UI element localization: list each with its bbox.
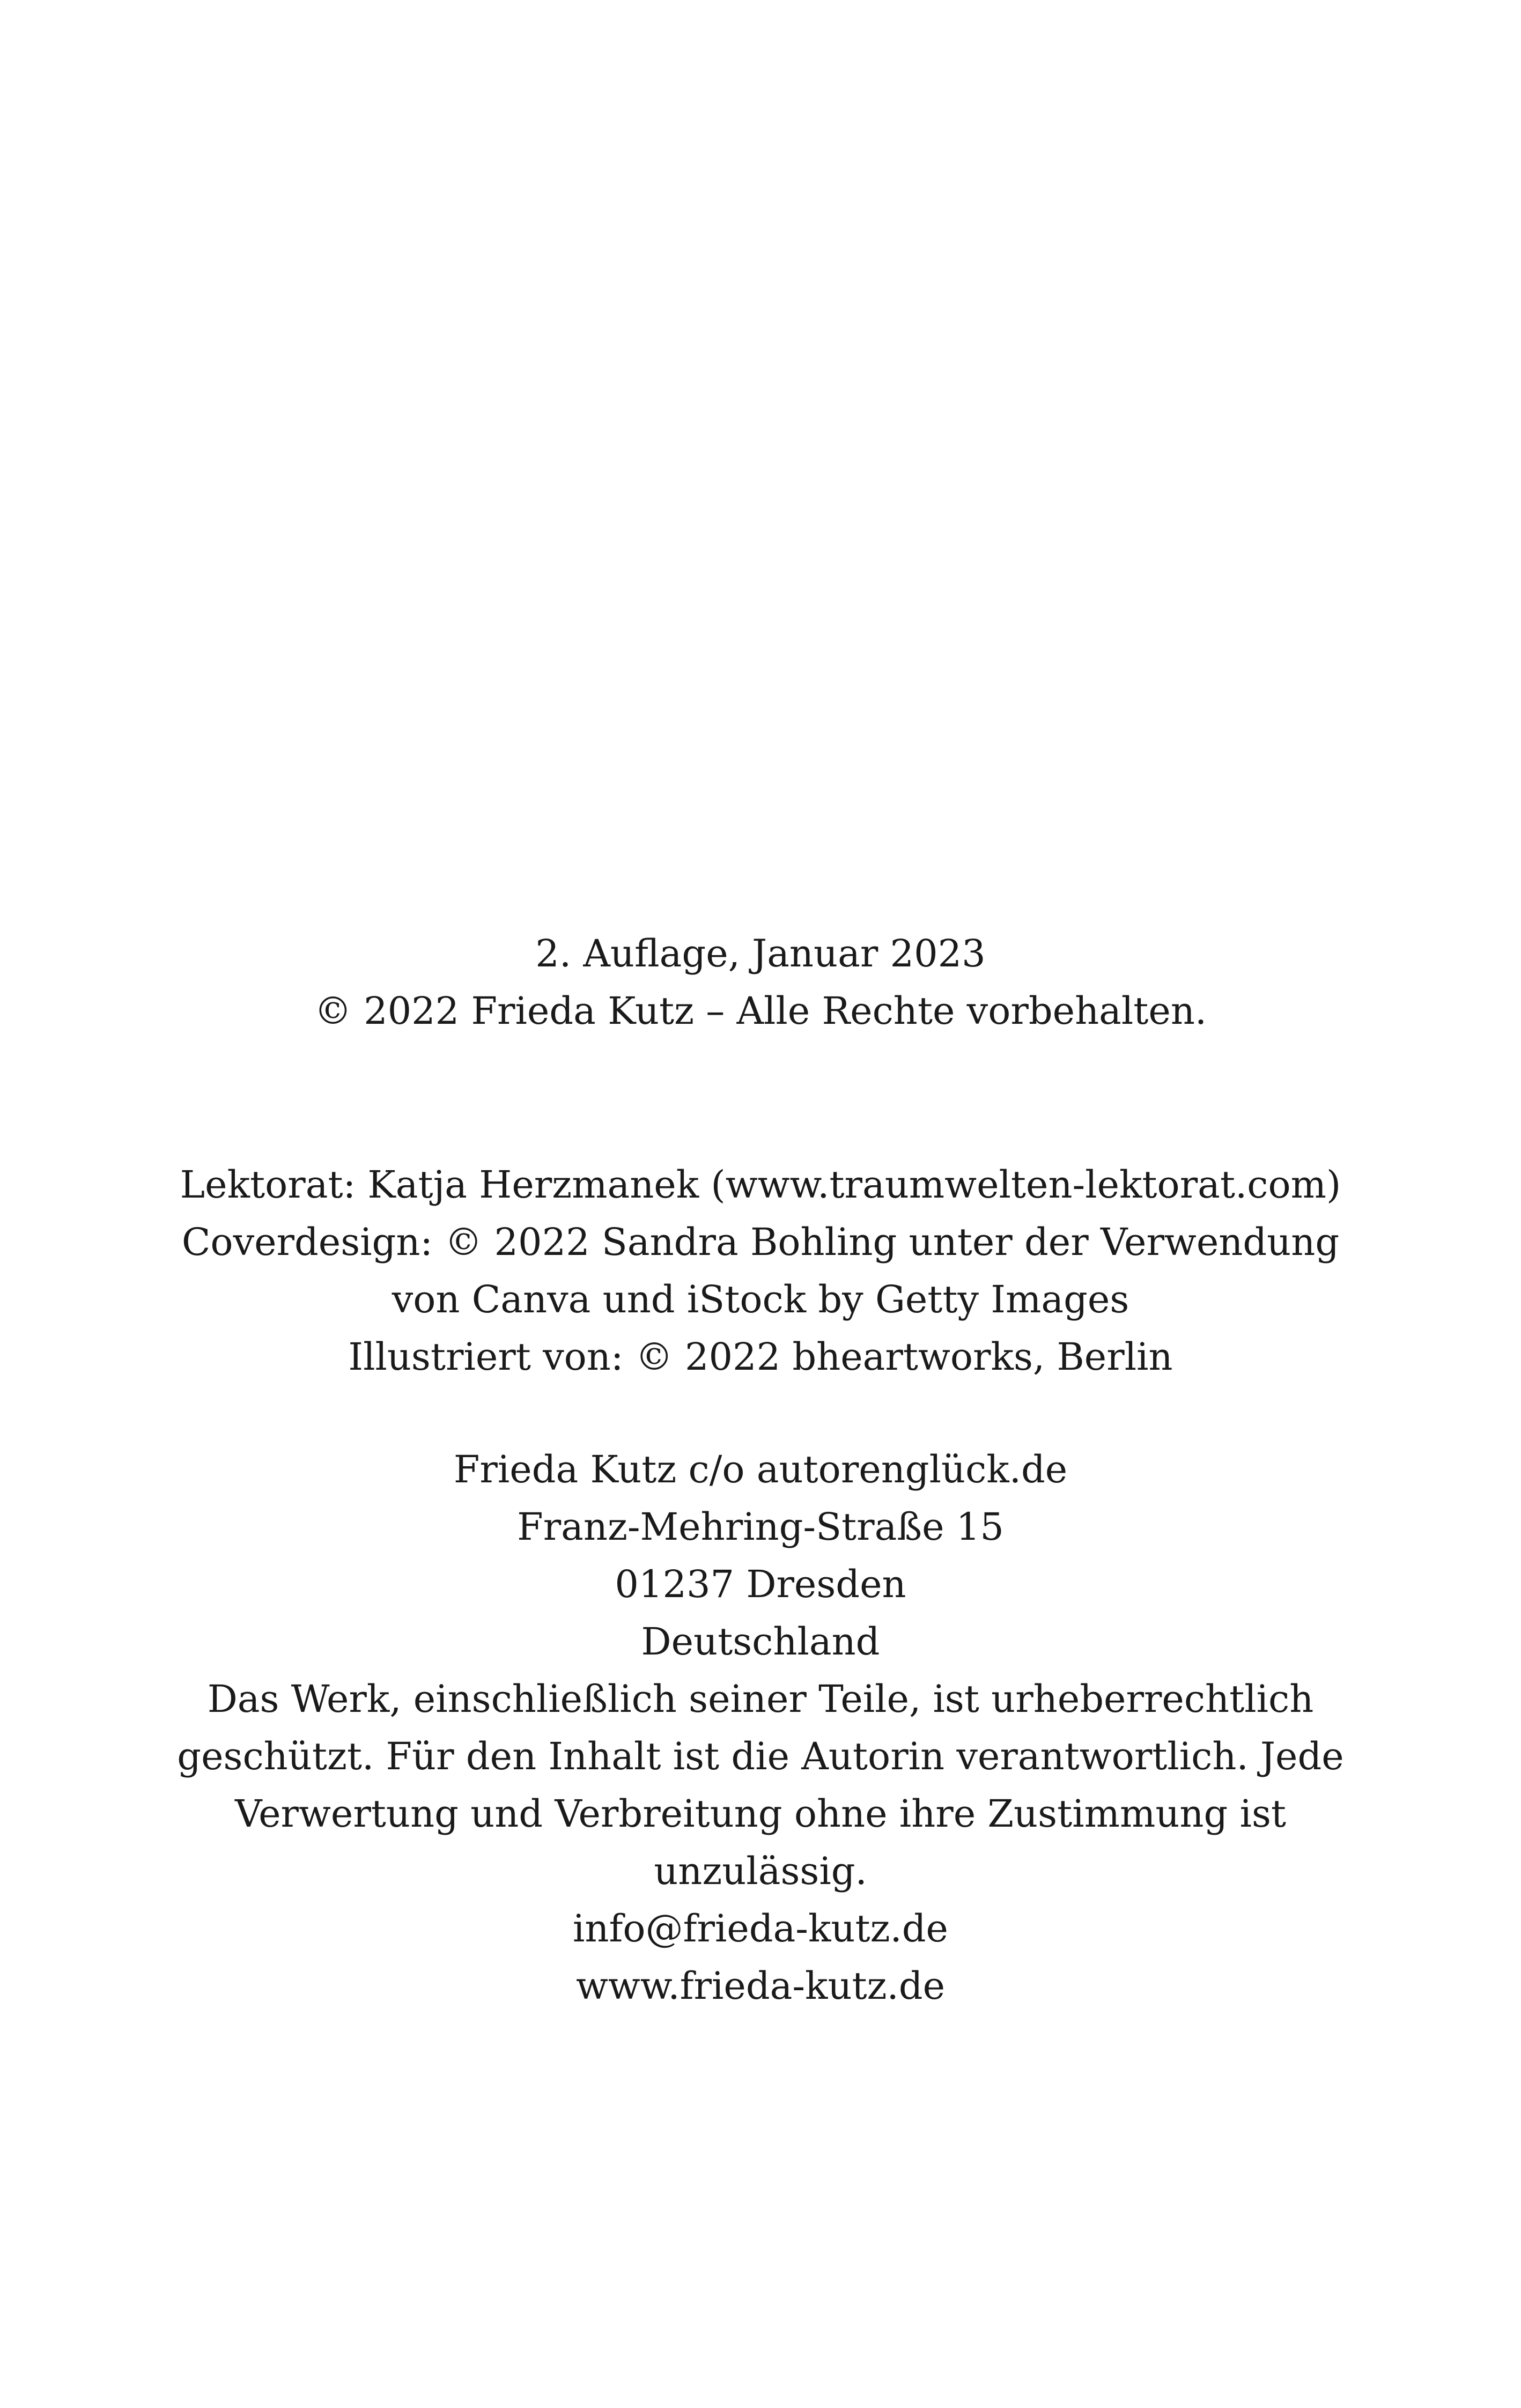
edition-line: 2. Auflage, Januar 2023: [535, 932, 986, 976]
city-line: 01237 Dresden: [615, 1562, 906, 1606]
copyright-notice-line-4: unzulässig.: [654, 1849, 867, 1893]
email-line: info@frieda-kutz.de: [573, 1907, 948, 1951]
street-line: Franz-Mehring-Straße 15: [517, 1505, 1004, 1549]
copyright-notice-line-3: Verwertung und Verbreitung ohne ihre Zustimmung ist: [234, 1792, 1287, 1836]
cover-credit-line-1: Coverdesign: © 2022 Sandra Bohling unter der Verwendung: [181, 1220, 1340, 1264]
country-line: Deutschland: [641, 1620, 880, 1664]
edition-block: [0, 925, 1521, 1040]
publisher-name: Frieda Kutz c/o autorenglück.de: [453, 1447, 1068, 1491]
copyright-notice-line-2: geschützt. Für den Inhalt ist die Autorin verantwortlich. Jede: [177, 1734, 1344, 1778]
copyright-line: © 2022 Frieda Kutz – Alle Rechte vorbehalten.: [314, 989, 1207, 1033]
credits-block: [0, 1156, 1521, 1386]
cover-credit-line-2: von Canva und iStock by Getty Images: [392, 1277, 1129, 1321]
copyright-notice-line-1: Das Werk, einschließlich seiner Teile, ist urheberrechtlich: [207, 1677, 1314, 1721]
editing-credit: Lektorat: Katja Herzmanek (www.traumwelten-lektorat.com): [180, 1163, 1341, 1207]
website-line: www.frieda-kutz.de: [575, 1964, 946, 2008]
illustration-credit: Illustriert von: © 2022 bheartworks, Berlin: [348, 1335, 1173, 1379]
address-block: [0, 1441, 1521, 2015]
